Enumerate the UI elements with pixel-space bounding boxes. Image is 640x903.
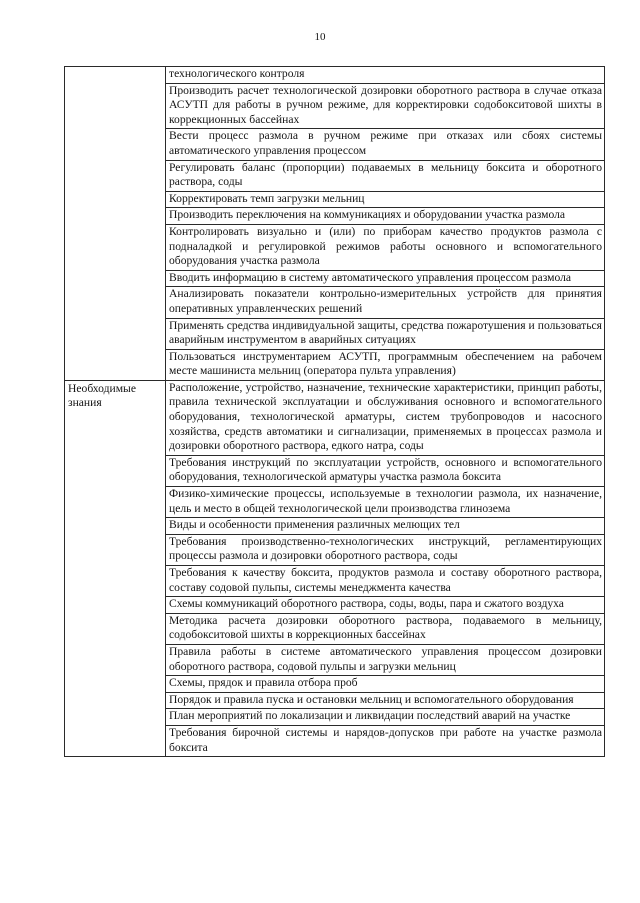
requirement-text: Физико-химические процессы, используемые в технологии размола, их назначение, цель и место в общей технологической цели производства глинозема [166,487,605,518]
table-row [65,67,605,84]
requirement-text: Требования производственно-технологических инструкций, регламентирующих процессы размола и дозировки оборотного раствора, соды [166,534,605,565]
page-number: 10 [314,31,326,43]
requirement-text: Производить переключения на коммуникациях и оборудовании участка размола [166,208,605,225]
section-label [65,67,166,381]
requirement-text: Производить расчет технологической дозировки оборотного раствора в случае отказа АСУТП для работы в ручном режиме, для корректировки содобокситовой шихты в коррекционных бассейнах [166,83,605,129]
requirement-text: Анализировать показатели контрольно-измерительных устройств для принятия оперативных управленческих решений [166,287,605,318]
table-row [65,380,605,455]
requirement-text: Требования бирочной системы и нарядов-допусков при работе на участке размола боксита [166,725,605,756]
requirement-text: Вести процесс размола в ручном режиме при отказах или сбоях системы автоматического управления процессом [166,129,605,160]
requirement-text: Схемы коммуникаций оборотного раствора, соды, воды, пара и сжатого воздуха [166,597,605,614]
requirement-text: Корректировать темп загрузки мельниц [166,191,605,208]
requirement-text: Требования инструкций по эксплуатации устройств, основного и вспомогательного оборудования, технологической арматуры участка размола боксита [166,455,605,486]
requirements-table [64,66,605,757]
requirement-text: Вводить информацию в систему автоматического управления процессом размола [166,270,605,287]
requirement-text: Виды и особенности применения различных мелющих тел [166,518,605,535]
requirement-text: Требования к качеству боксита, продуктов размола и составу оборотного раствора, составу содовой пульпы, системы менеджмента качества [166,566,605,597]
requirement-text: Порядок и правила пуска и остановки мельниц и вспомогательного оборудования [166,692,605,709]
requirement-text: Регулировать баланс (пропорции) подаваемых в мельницу боксита и оборотного раствора, соды [166,160,605,191]
requirement-text: Применять средства индивидуальной защиты, средства пожаротушения и пользоваться аварийным инструментом в аварийных ситуациях [166,318,605,349]
section-label: Необходимые знания [65,380,166,756]
requirement-text: План мероприятий по локализации и ликвидации последствий аварий на участке [166,709,605,726]
requirement-text: Пользоваться инструментарием АСУТП, программным обеспечением на рабочем месте машиниста мельниц (оператора пульта управления) [166,349,605,380]
requirement-text: технологического контроля [166,67,605,84]
requirement-text: Правила работы в системе автоматического управления процессом дозировки оборотного раствора, содовой пульпы и загрузки мельниц [166,644,605,675]
requirement-text: Расположение, устройство, назначение, технические характеристики, принцип работы, правила технической эксплуатации и обслуживания основного и вспомогательного оборудования, технологической арматуры, систем трубопроводов и насосного хозяйства, средств автоматики и сигнализации, применяемых в процессах размола и дозировки оборотного раствора, едкого натра, соды [166,380,605,455]
requirement-text: Контролировать визуально и (или) по приборам качество продуктов размола с подналадкой и регулировкой режимов работы основного и вспомогательного оборудования участка размола [166,224,605,270]
requirement-text: Методика расчета дозировки оборотного раствора, подаваемого в мельницу, содобокситовой шихты в коррекционных бассейнах [166,613,605,644]
table-body [65,67,605,757]
requirement-text: Схемы, прядок и правила отбора проб [166,676,605,693]
